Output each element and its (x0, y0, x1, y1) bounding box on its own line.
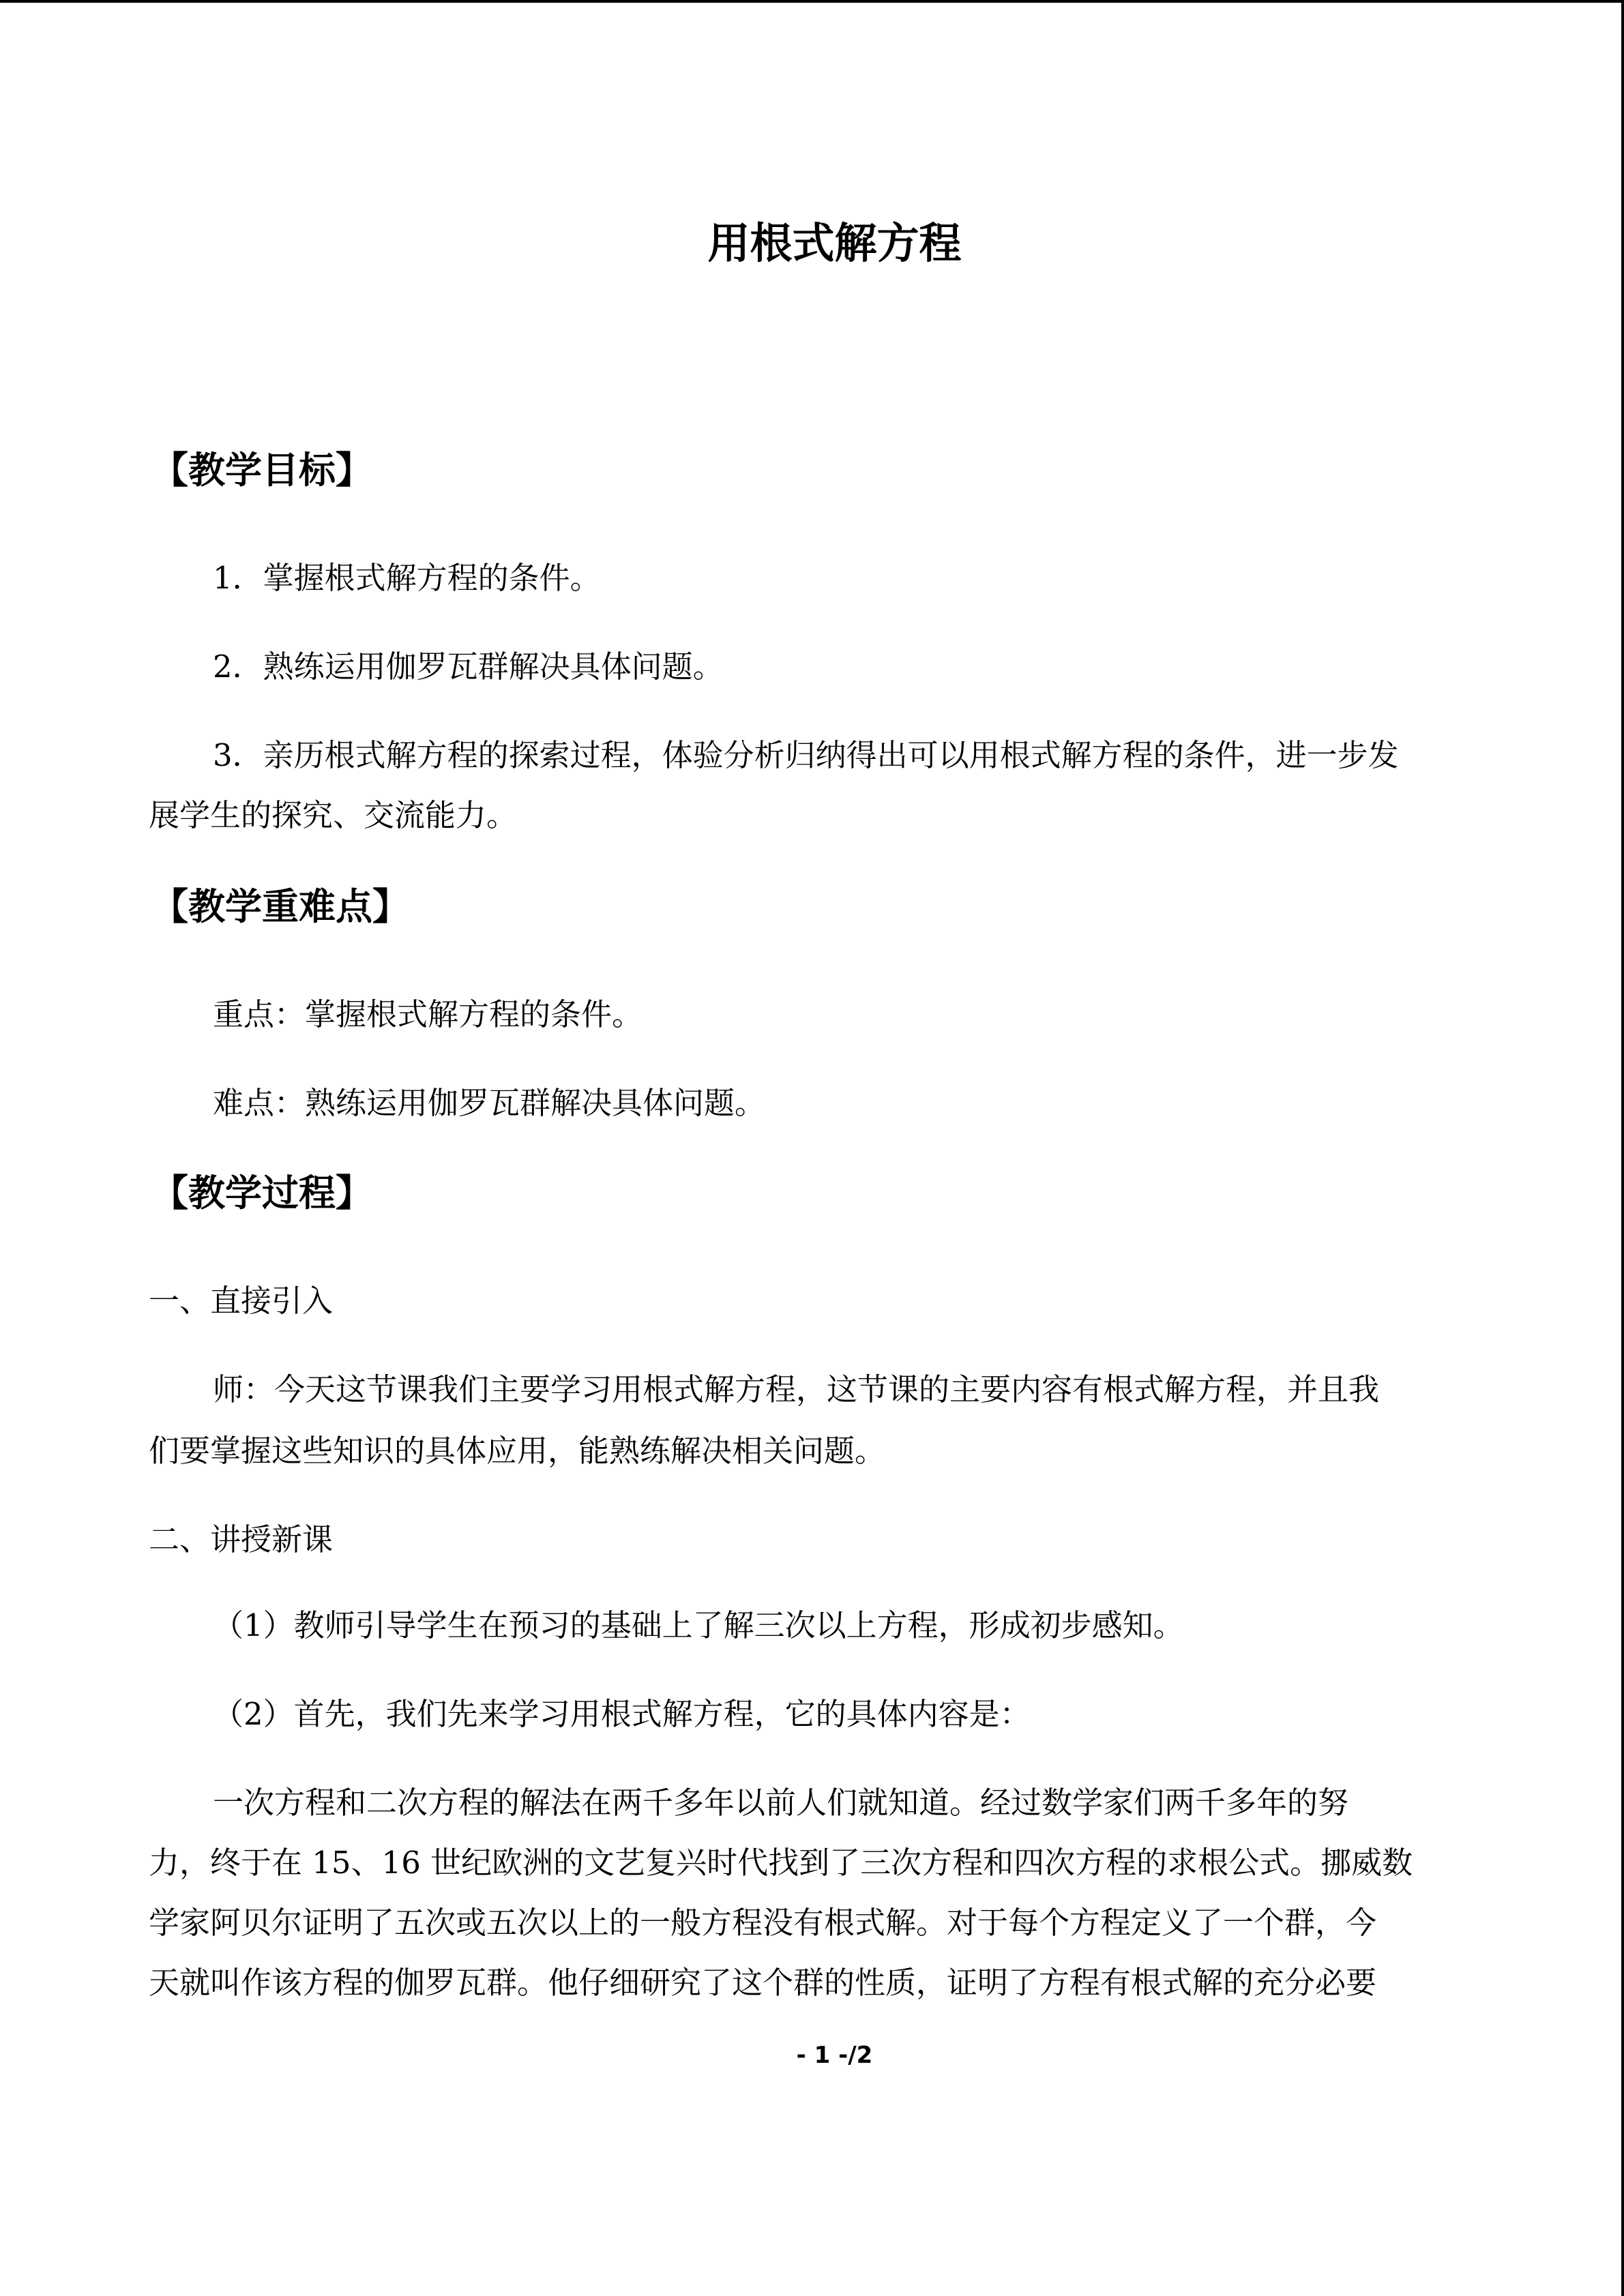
objective-item-1: 1．掌握根式解方程的条件。 (213, 560, 601, 596)
process-part1-line-1: 师：今天这节课我们主要学习用根式解方程，这节课的主要内容有根式解方程，并且我 (213, 1371, 1380, 1407)
page-title: 用根式解方程 (707, 218, 962, 268)
process-part1-title: 一、直接引入 (149, 1283, 334, 1319)
heading-objectives: 【教学目标】 (151, 449, 372, 492)
objective-item-3-cont: 展学生的探究、交流能力。 (149, 797, 518, 833)
process-paragraph-line-3: 学家阿贝尔证明了五次或五次以上的一般方程没有根式解。对于每个方程定义了一个群，今 (149, 1905, 1377, 1941)
heading-process: 【教学过程】 (151, 1172, 372, 1214)
process-part1-line-2: 们要掌握这些知识的具体应用，能熟练解决相关问题。 (149, 1433, 886, 1469)
process-paragraph-line-2: 力，终于在 15、16 世纪欧洲的文艺复兴时代找到了三次方程和四次方程的求根公式。挪威数 (149, 1845, 1413, 1881)
process-paragraph-line-1: 一次方程和二次方程的解法在两千多年以前人们就知道。经过数学家们两千多年的努 (213, 1785, 1349, 1821)
key-point-focus: 重点：掌握根式解方程的条件。 (213, 996, 643, 1032)
key-point-difficulty: 难点：熟练运用伽罗瓦群解决具体问题。 (213, 1085, 766, 1121)
process-part2-title: 二、讲授新课 (149, 1521, 334, 1557)
process-part2-item-2: （2）首先，我们先来学习用根式解方程，它的具体内容是： (213, 1696, 1031, 1732)
heading-key-points: 【教学重难点】 (151, 885, 409, 928)
objective-item-2: 2．熟练运用伽罗瓦群解决具体问题。 (213, 648, 724, 685)
page-number: - 1 -/2 (796, 2042, 873, 2069)
process-part2-item-1: （1）教师引导学生在预习的基础上了解三次以上方程，形成初步感知。 (213, 1607, 1184, 1643)
objective-item-3: 3．亲历根式解方程的探索过程，体验分析归纳得出可以用根式解方程的条件，进一步发 (213, 737, 1399, 773)
process-paragraph-line-4: 天就叫作该方程的伽罗瓦群。他仔细研究了这个群的性质，证明了方程有根式解的充分必要 (149, 1965, 1377, 2001)
